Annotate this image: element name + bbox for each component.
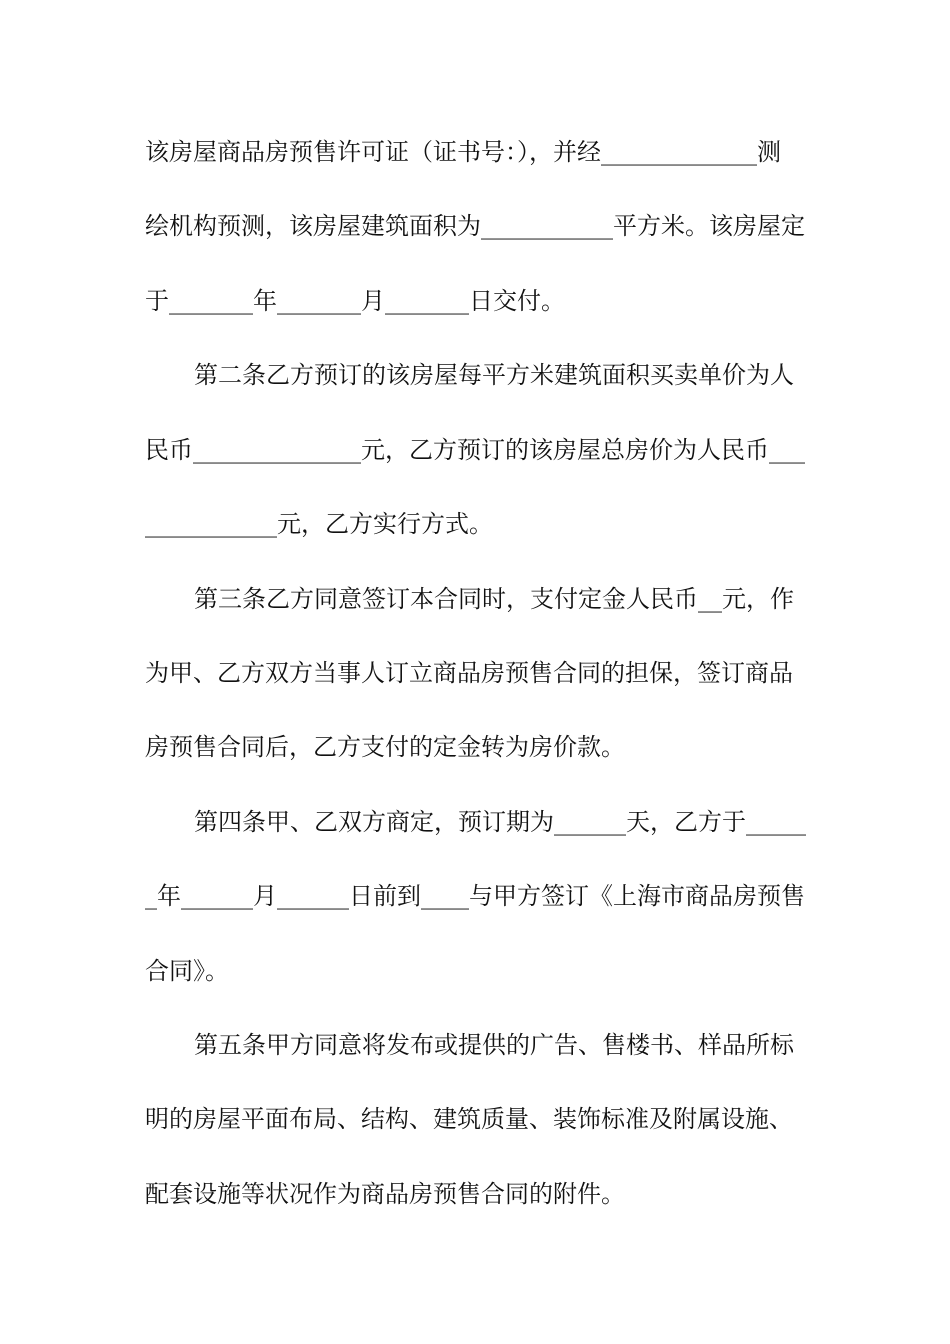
article-3-line-2: 为甲、乙方双方当事人订立商品房预售合同的担保，签订商品 — [145, 659, 793, 687]
article-3-line-3: 房预售合同后，乙方支付的定金转为房价款。 — [145, 733, 625, 761]
article-4-line-2: _年______月______日前到____与甲方签订《上海市商品房预售 — [145, 882, 805, 910]
article-4-line-1: 第四条甲、乙双方商定，预订期为______天，乙方于_____ — [194, 808, 806, 836]
article-4-line-3: 合同》。 — [145, 957, 229, 985]
text-line-1: 该房屋商品房预售许可证（证书号：），并经_____________测 — [145, 138, 781, 166]
article-5-line-2: 明的房屋平面布局、结构、建筑质量、装饰标准及附属设施、 — [145, 1105, 793, 1133]
article-3-line-1: 第三条乙方同意签订本合同时，支付定金人民币__元，作 — [194, 585, 794, 613]
text-line-2: 绘机构预测，该房屋建筑面积为___________平方米。该房屋定 — [145, 212, 805, 240]
text-line-3: 于_______年_______月_______日交付。 — [145, 287, 565, 315]
article-2-line-3: ___________元，乙方实行方式。 — [145, 510, 493, 538]
article-2-line-1: 第二条乙方预订的该房屋每平方米建筑面积买卖单价为人 — [194, 361, 794, 389]
article-5-line-1: 第五条甲方同意将发布或提供的广告、售楼书、样品所标 — [194, 1031, 794, 1059]
article-2-line-2: 民币______________元，乙方预订的该房屋总房价为人民币___ — [145, 436, 805, 464]
article-5-line-3: 配套设施等状况作为商品房预售合同的附件。 — [145, 1180, 625, 1208]
